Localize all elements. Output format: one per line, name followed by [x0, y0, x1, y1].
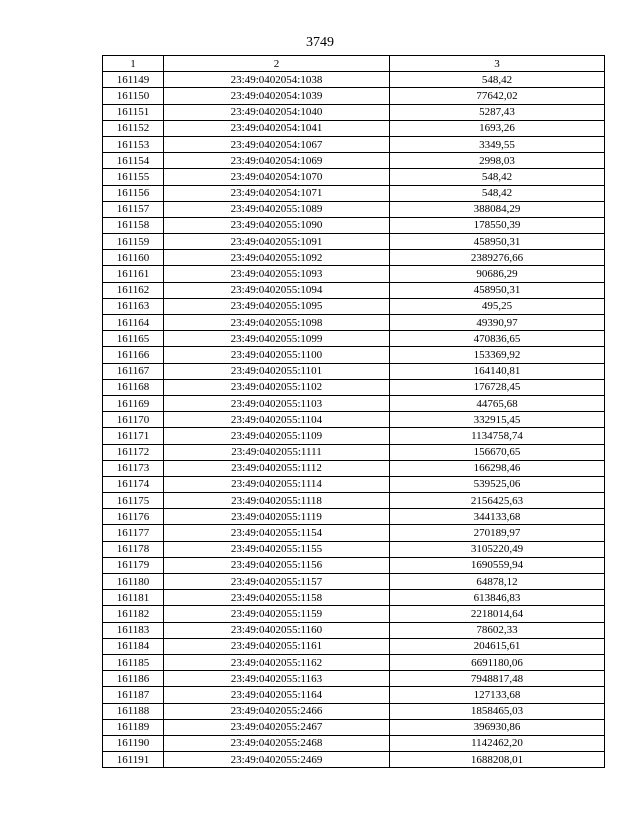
row-number-cell: 161149 [103, 72, 164, 88]
value-cell: 77642,02 [390, 88, 605, 104]
table-row [103, 590, 605, 606]
row-number-cell: 161177 [103, 525, 164, 541]
value-cell: 78602,33 [390, 622, 605, 638]
value-cell: 2389276,66 [390, 250, 605, 266]
value-cell: 458950,31 [390, 234, 605, 250]
header-row [103, 56, 605, 72]
row-number-cell: 161150 [103, 88, 164, 104]
row-number-cell: 161174 [103, 476, 164, 492]
row-number-cell: 161173 [103, 460, 164, 476]
cadastral-number-cell: 23:49:0402054:1038 [164, 72, 390, 88]
table-row [103, 72, 605, 88]
value-cell: 153369,92 [390, 347, 605, 363]
cadastral-number-cell: 23:49:0402055:1158 [164, 590, 390, 606]
table-row [103, 719, 605, 735]
table-row [103, 460, 605, 476]
table-row [103, 185, 605, 201]
row-number-cell: 161189 [103, 719, 164, 735]
cadastral-number-cell: 23:49:0402055:1112 [164, 460, 390, 476]
row-number-cell: 161158 [103, 217, 164, 233]
value-cell: 7948817,48 [390, 671, 605, 687]
row-number-cell: 161161 [103, 266, 164, 282]
table-row [103, 752, 605, 768]
cadastral-number-cell: 23:49:0402055:1157 [164, 574, 390, 590]
column-header-1: 1 [103, 56, 164, 72]
table-row [103, 347, 605, 363]
row-number-cell: 161159 [103, 234, 164, 250]
row-number-cell: 161181 [103, 590, 164, 606]
row-number-cell: 161163 [103, 298, 164, 314]
table-row [103, 266, 605, 282]
cadastral-number-cell: 23:49:0402055:1089 [164, 201, 390, 217]
table-row [103, 444, 605, 460]
cadastral-number-cell: 23:49:0402055:1109 [164, 428, 390, 444]
cadastral-number-cell: 23:49:0402055:2466 [164, 703, 390, 719]
cadastral-number-cell: 23:49:0402054:1041 [164, 120, 390, 136]
cadastral-number-cell: 23:49:0402055:1091 [164, 234, 390, 250]
table-row [103, 428, 605, 444]
cadastral-number-cell: 23:49:0402055:1090 [164, 217, 390, 233]
table-row [103, 217, 605, 233]
table-row [103, 654, 605, 670]
table-row [103, 250, 605, 266]
table-row [103, 88, 605, 104]
table-row [103, 574, 605, 590]
value-cell: 204615,61 [390, 638, 605, 654]
row-number-cell: 161182 [103, 606, 164, 622]
table-row [103, 493, 605, 509]
value-cell: 127133,68 [390, 687, 605, 703]
cadastral-number-cell: 23:49:0402055:1094 [164, 282, 390, 298]
row-number-cell: 161153 [103, 136, 164, 152]
value-cell: 332915,45 [390, 412, 605, 428]
value-cell: 44765,68 [390, 395, 605, 411]
cadastral-number-cell: 23:49:0402055:2469 [164, 752, 390, 768]
value-cell: 90686,29 [390, 266, 605, 282]
cadastral-number-cell: 23:49:0402055:1093 [164, 266, 390, 282]
row-number-cell: 161151 [103, 104, 164, 120]
row-number-cell: 161154 [103, 153, 164, 169]
value-cell: 3105220,49 [390, 541, 605, 557]
cadastral-number-cell: 23:49:0402055:1164 [164, 687, 390, 703]
value-cell: 495,25 [390, 298, 605, 314]
value-cell: 176728,45 [390, 379, 605, 395]
cadastral-number-cell: 23:49:0402055:1159 [164, 606, 390, 622]
row-number-cell: 161167 [103, 363, 164, 379]
table-row [103, 476, 605, 492]
cadastral-number-cell: 23:49:0402055:2468 [164, 735, 390, 751]
table-row [103, 557, 605, 573]
row-number-cell: 161171 [103, 428, 164, 444]
cadastral-number-cell: 23:49:0402055:1095 [164, 298, 390, 314]
row-number-cell: 161155 [103, 169, 164, 185]
value-cell: 1858465,03 [390, 703, 605, 719]
row-number-cell: 161180 [103, 574, 164, 590]
row-number-cell: 161152 [103, 120, 164, 136]
value-cell: 548,42 [390, 72, 605, 88]
cadastral-number-cell: 23:49:0402054:1069 [164, 153, 390, 169]
cadastral-number-cell: 23:49:0402055:1156 [164, 557, 390, 573]
row-number-cell: 161160 [103, 250, 164, 266]
cadastral-number-cell: 23:49:0402055:1100 [164, 347, 390, 363]
value-cell: 156670,65 [390, 444, 605, 460]
cadastral-number-cell: 23:49:0402054:1040 [164, 104, 390, 120]
value-cell: 3349,55 [390, 136, 605, 152]
value-cell: 2156425,63 [390, 493, 605, 509]
table-row [103, 136, 605, 152]
row-number-cell: 161191 [103, 752, 164, 768]
cadastral-number-cell: 23:49:0402055:1160 [164, 622, 390, 638]
row-number-cell: 161183 [103, 622, 164, 638]
table-row [103, 541, 605, 557]
row-number-cell: 161190 [103, 735, 164, 751]
value-cell: 548,42 [390, 169, 605, 185]
value-cell: 1134758,74 [390, 428, 605, 444]
table-row [103, 525, 605, 541]
row-number-cell: 161169 [103, 395, 164, 411]
value-cell: 6691180,06 [390, 654, 605, 670]
table-row [103, 703, 605, 719]
cadastral-number-cell: 23:49:0402055:1118 [164, 493, 390, 509]
value-cell: 388084,29 [390, 201, 605, 217]
row-number-cell: 161187 [103, 687, 164, 703]
value-cell: 1142462,20 [390, 735, 605, 751]
cadastral-number-cell: 23:49:0402054:1070 [164, 169, 390, 185]
row-number-cell: 161168 [103, 379, 164, 395]
value-cell: 178550,39 [390, 217, 605, 233]
value-cell: 344133,68 [390, 509, 605, 525]
table-row [103, 395, 605, 411]
cadastral-number-cell: 23:49:0402055:1162 [164, 654, 390, 670]
table-row [103, 638, 605, 654]
table-row [103, 120, 605, 136]
table-row [103, 298, 605, 314]
cadastral-number-cell: 23:49:0402055:1098 [164, 315, 390, 331]
table-row [103, 169, 605, 185]
row-number-cell: 161179 [103, 557, 164, 573]
column-header-2: 2 [164, 56, 390, 72]
value-cell: 539525,06 [390, 476, 605, 492]
row-number-cell: 161162 [103, 282, 164, 298]
table-row [103, 363, 605, 379]
table-row [103, 606, 605, 622]
table-row [103, 104, 605, 120]
column-header-3: 3 [390, 56, 605, 72]
cadastral-number-cell: 23:49:0402055:1102 [164, 379, 390, 395]
value-cell: 49390,97 [390, 315, 605, 331]
value-cell: 164140,81 [390, 363, 605, 379]
value-cell: 1693,26 [390, 120, 605, 136]
value-cell: 2998,03 [390, 153, 605, 169]
cadastral-number-cell: 23:49:0402055:2467 [164, 719, 390, 735]
row-number-cell: 161188 [103, 703, 164, 719]
row-number-cell: 161157 [103, 201, 164, 217]
value-cell: 396930,86 [390, 719, 605, 735]
table-row [103, 234, 605, 250]
row-number-cell: 161156 [103, 185, 164, 201]
cadastral-number-cell: 23:49:0402055:1119 [164, 509, 390, 525]
table-row [103, 509, 605, 525]
row-number-cell: 161186 [103, 671, 164, 687]
value-cell: 5287,43 [390, 104, 605, 120]
table-row [103, 687, 605, 703]
cadastral-number-cell: 23:49:0402055:1163 [164, 671, 390, 687]
cadastral-number-cell: 23:49:0402054:1039 [164, 88, 390, 104]
cadastral-number-cell: 23:49:0402054:1071 [164, 185, 390, 201]
table-row [103, 315, 605, 331]
row-number-cell: 161185 [103, 654, 164, 670]
cadastral-number-cell: 23:49:0402055:1154 [164, 525, 390, 541]
row-number-cell: 161166 [103, 347, 164, 363]
cadastral-number-cell: 23:49:0402055:1111 [164, 444, 390, 460]
value-cell: 166298,46 [390, 460, 605, 476]
value-cell: 64878,12 [390, 574, 605, 590]
value-cell: 270189,97 [390, 525, 605, 541]
value-cell: 548,42 [390, 185, 605, 201]
cadastral-number-cell: 23:49:0402055:1155 [164, 541, 390, 557]
cadastral-number-cell: 23:49:0402055:1103 [164, 395, 390, 411]
value-cell: 470836,65 [390, 331, 605, 347]
row-number-cell: 161172 [103, 444, 164, 460]
value-cell: 613846,83 [390, 590, 605, 606]
table-body [103, 72, 605, 768]
value-cell: 458950,31 [390, 282, 605, 298]
table-row [103, 412, 605, 428]
cadastral-number-cell: 23:49:0402055:1099 [164, 331, 390, 347]
table-row [103, 379, 605, 395]
cadastral-number-cell: 23:49:0402055:1101 [164, 363, 390, 379]
row-number-cell: 161178 [103, 541, 164, 557]
row-number-cell: 161164 [103, 315, 164, 331]
row-number-cell: 161170 [103, 412, 164, 428]
row-number-cell: 161165 [103, 331, 164, 347]
cadastral-number-cell: 23:49:0402054:1067 [164, 136, 390, 152]
row-number-cell: 161184 [103, 638, 164, 654]
value-cell: 1690559,94 [390, 557, 605, 573]
value-cell: 2218014,64 [390, 606, 605, 622]
table-row [103, 671, 605, 687]
cadastral-number-cell: 23:49:0402055:1104 [164, 412, 390, 428]
table-row [103, 153, 605, 169]
page-number: 3749 [306, 35, 334, 50]
cadastral-number-cell: 23:49:0402055:1161 [164, 638, 390, 654]
row-number-cell: 161175 [103, 493, 164, 509]
table-row [103, 331, 605, 347]
cadastral-number-cell: 23:49:0402055:1092 [164, 250, 390, 266]
value-cell: 1688208,01 [390, 752, 605, 768]
table-header [103, 56, 605, 72]
table-row [103, 201, 605, 217]
cadastral-number-cell: 23:49:0402055:1114 [164, 476, 390, 492]
table-row [103, 622, 605, 638]
table-row [103, 735, 605, 751]
row-number-cell: 161176 [103, 509, 164, 525]
data-table [102, 55, 605, 768]
table-row [103, 282, 605, 298]
